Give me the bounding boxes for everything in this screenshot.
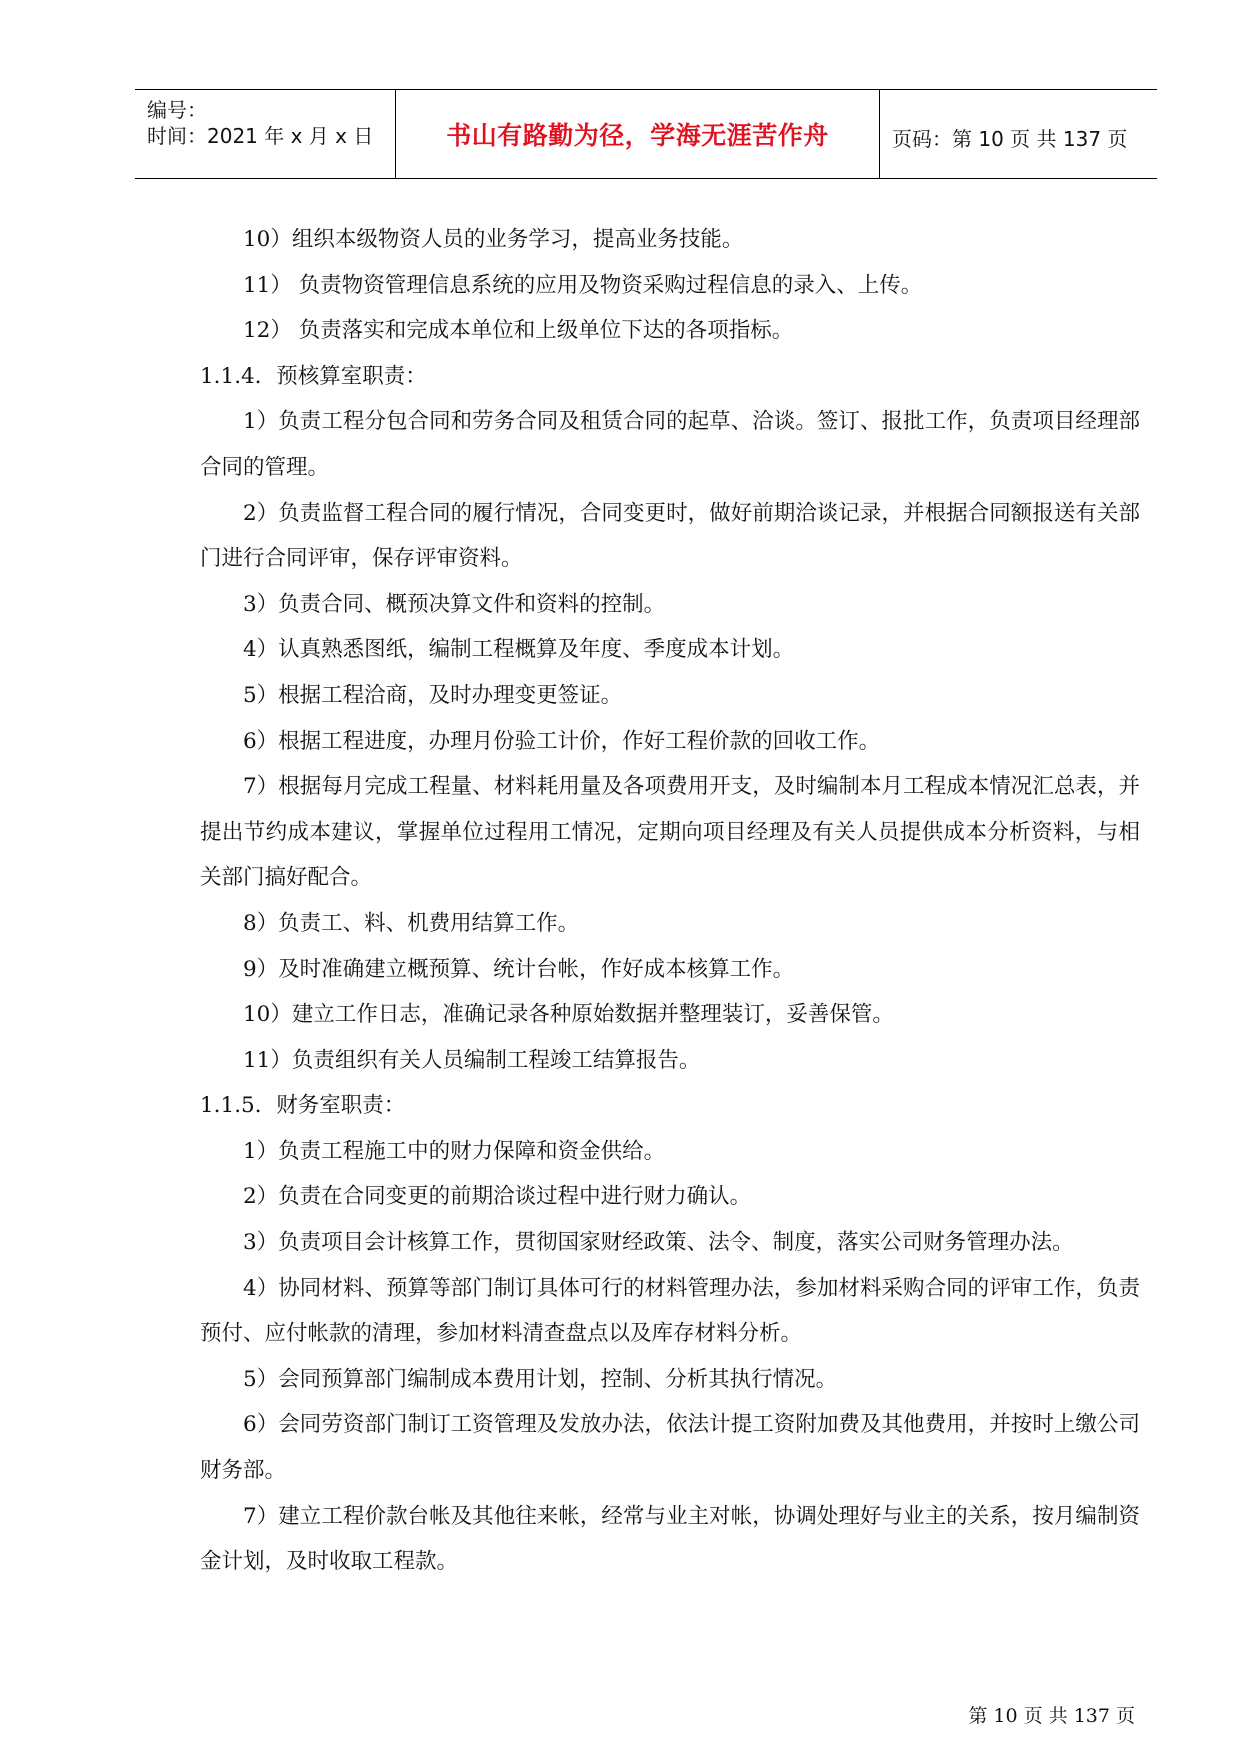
header-middle-cell: [395, 90, 880, 178]
body-paragraph: 11） 负责物资管理信息系统的应用及物资采购过程信息的录入、上传。: [243, 272, 923, 298]
body-paragraph: 3）负责项目会计核算工作，贯彻国家财经政策、法令、制度，落实公司财务管理办法。: [243, 1230, 1074, 1256]
document-time-label: 时间：2021 年 x 月 x 日: [147, 124, 374, 148]
body-paragraph: 10）组织本级物资人员的业务学习，提高业务技能。: [243, 227, 744, 252]
body-paragraph: 4）认真熟悉图纸，编制工程概算及年度、季度成本计划。: [243, 637, 795, 663]
body-paragraph: 7）根据每月完成工程量、材料耗用量及各项费用开支，及时编制本月工程成本情况汇总表，并提出节约成本建议，掌握单位过程用工情况，定期向项目经理及有关人员提供成本分析资料，与相关部门搞好配合。: [200, 774, 1140, 891]
document-number-label: 编号：: [147, 98, 207, 122]
body-paragraph: 2）负责在合同变更的前期洽谈过程中进行财力确认。: [243, 1184, 752, 1210]
header-left-cell: [135, 90, 395, 178]
header-motto: 书山有路勤为径，学海无涯苦作舟: [446, 121, 829, 150]
document-body: [200, 217, 1140, 1585]
body-paragraph: 1）负责工程分包合同和劳务合同及租赁合同的起草、洽谈。签订、报批工作，负责项目经理部合同的管理。: [200, 409, 1140, 480]
body-paragraph: 10）建立工作日志，准确记录各种原始数据并整理装订，妥善保管。: [243, 1002, 894, 1028]
body-paragraph: 7）建立工程价款台帐及其他往来帐，经常与业主对帐，协调处理好与业主的关系，按月编制资金计划，及时收取工程款。: [200, 1503, 1140, 1575]
header-right-cell: [880, 90, 1157, 178]
body-paragraph: 4）协同材料、预算等部门制订具体可行的材料管理办法，参加材料采购合同的评审工作，负责预付、应付帐款的清理，参加材料清查盘点以及库存材料分析。: [200, 1275, 1140, 1347]
body-paragraph: 11）负责组织有关人员编制工程竣工结算报告。: [243, 1047, 701, 1073]
body-paragraph: 9）及时准确建立概预算、统计台帐，作好成本核算工作。: [243, 956, 795, 982]
page-header: [135, 89, 1157, 179]
section-heading: 1.1.4．预核算室职责：: [200, 363, 427, 389]
body-paragraph: 3）负责合同、概预决算文件和资料的控制。: [243, 591, 666, 617]
section-heading: 1.1.5．财务室职责：: [200, 1093, 406, 1119]
body-paragraph: 5）根据工程洽商，及时办理变更签证。: [243, 682, 623, 708]
body-paragraph: 8）负责工、料、机费用结算工作。: [243, 910, 580, 936]
body-paragraph: 1）负责工程施工中的财力保障和资金供给。: [243, 1138, 666, 1164]
body-paragraph: 6）会同劳资部门制订工资管理及发放办法，依法计提工资附加费及其他费用，并按时上缴公司财务部。: [200, 1412, 1140, 1484]
body-paragraph: 6）根据工程进度，办理月份验工计价，作好工程价款的回收工作。: [243, 728, 881, 754]
page-footer-number: 第 10 页 共 137 页: [968, 1705, 1135, 1727]
body-paragraph: 2）负责监督工程合同的履行情况，合同变更时，做好前期洽谈记录，并根据合同额报送有关部门进行合同评审，保存评审资料。: [200, 500, 1140, 572]
header-page-info: 页码：第 10 页 共 137 页: [892, 127, 1128, 151]
body-paragraph: 5）会同预算部门编制成本费用计划，控制、分析其执行情况。: [243, 1366, 838, 1392]
body-paragraph: 12） 负责落实和完成本单位和上级单位下达的各项指标。: [243, 318, 794, 344]
